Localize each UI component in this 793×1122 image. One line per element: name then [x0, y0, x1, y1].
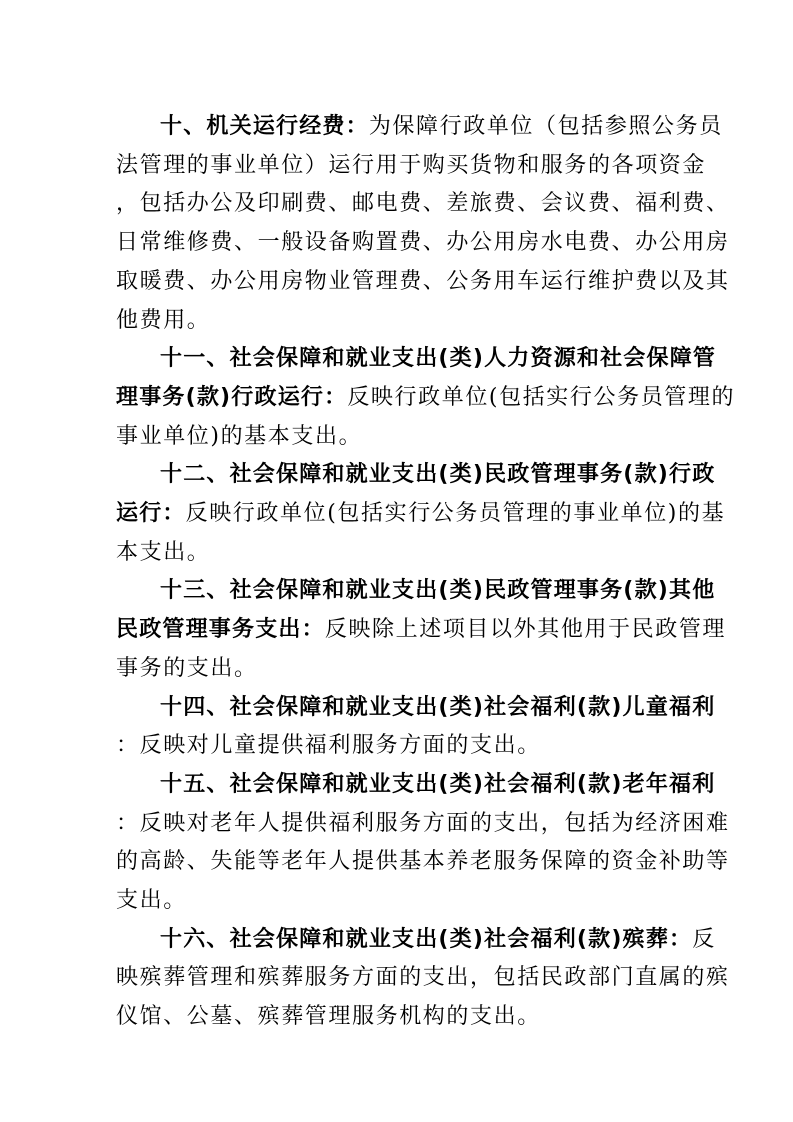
text-line: 事业单位)的基本支出。 — [116, 423, 363, 449]
text-line: 映殡葬管理和殡葬服务方面的支出，包括民政部门直属的殡 — [116, 965, 730, 991]
text-line: 日常维修费、一般设备购置费、办公用房水电费、办公用房 — [116, 230, 730, 256]
text-line: ，包括办公及印刷费、邮电费、差旅费、会议费、福利费、 — [116, 191, 730, 217]
text-line: 仪馆、公墓、殡葬管理服务机构的支出。 — [116, 1004, 541, 1030]
paragraph-11 — [116, 340, 736, 456]
item-heading: 十二、社会保障和就业支出(类)民政管理事务(款)行政 — [160, 462, 716, 488]
text-line: 的高龄、失能等老年人提供基本养老服务保障的资金补助等 — [116, 849, 730, 875]
text-line — [116, 495, 726, 534]
item-heading: 运行： — [116, 501, 186, 527]
item-heading: 十三、社会保障和就业支出(类)民政管理事务(款)其他 — [160, 578, 716, 604]
text-line — [116, 921, 716, 960]
text-line — [116, 611, 727, 650]
item-heading: 十、机关运行经费： — [160, 114, 369, 139]
item-text: 反映行政单位(包括实行公务员管理的 — [347, 384, 736, 410]
item-heading: 民政管理事务支出： — [116, 617, 325, 643]
paragraph-14 — [116, 689, 716, 766]
paragraph-15 — [116, 766, 730, 921]
item-heading: 十一、社会保障和就业支出(类)人力资源和社会保障管 — [160, 346, 717, 372]
text-line: 支出。 — [116, 888, 187, 914]
text-line: 他费用。 — [116, 307, 211, 333]
text-line: ：反映对儿童提供福利服务方面的支出。 — [116, 733, 541, 759]
item-heading: 理事务(款)行政运行： — [116, 384, 348, 410]
item-text: 反 — [692, 926, 716, 952]
text-line — [116, 108, 723, 147]
paragraph-12 — [116, 456, 726, 572]
item-heading: 十六、社会保障和就业支出(类)社会福利(款)殡葬： — [160, 926, 693, 952]
text-line: 本支出。 — [116, 539, 211, 565]
paragraph-16 — [116, 921, 730, 1037]
text-line: 法管理的事业单位）运行用于购买货物和服务的各项资金 — [116, 152, 707, 178]
item-heading: 十五、社会保障和就业支出(类)社会福利(款)老年福利 — [160, 771, 716, 797]
text-line: 事务的支出。 — [116, 655, 258, 681]
text-line: 取暖费、办公用房物业管理费、公务用车运行维护费以及其 — [116, 268, 730, 294]
paragraph-13 — [116, 572, 727, 688]
item-text: 为保障行政单位（包括参照公务员 — [368, 114, 723, 139]
item-text: 反映行政单位(包括实行公务员管理的事业单位)的基 — [185, 501, 726, 527]
item-text: 反映除上述项目以外其他用于民政管理 — [324, 617, 727, 643]
document-body — [116, 108, 736, 1037]
text-line — [116, 379, 736, 418]
paragraph-10 — [116, 108, 730, 340]
item-heading: 十四、社会保障和就业支出(类)社会福利(款)儿童福利 — [160, 694, 716, 720]
text-line: ：反映对老年人提供福利服务方面的支出，包括为经济困难 — [116, 810, 730, 836]
